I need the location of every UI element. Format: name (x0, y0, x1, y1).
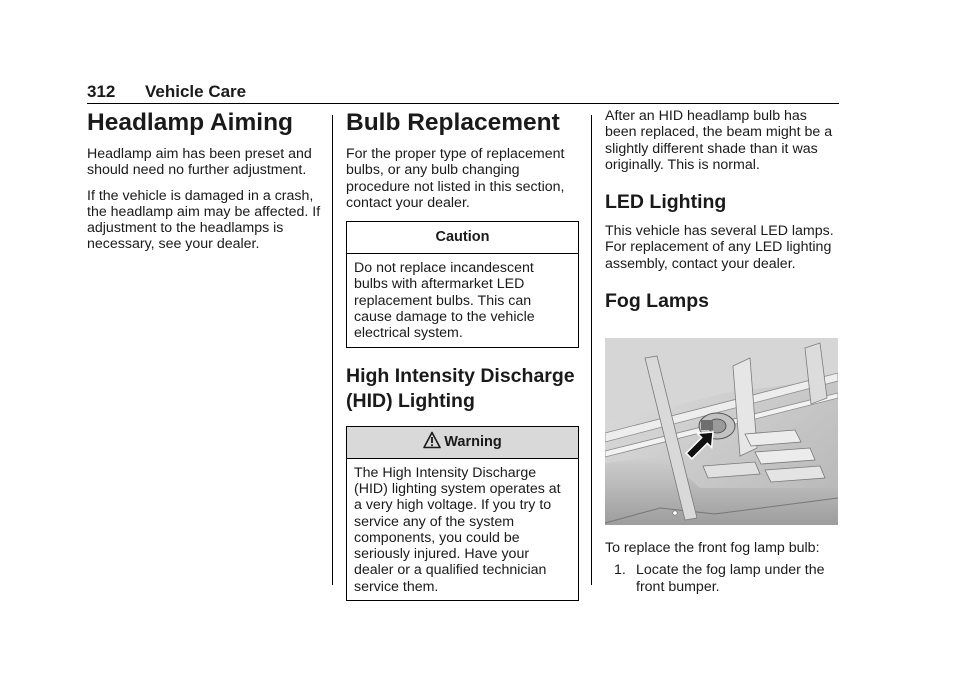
section-title: Vehicle Care (145, 82, 247, 101)
column-divider-1 (332, 115, 333, 585)
heading-hid-lighting: High Intensity Discharge (HID) Lighting (346, 364, 575, 412)
heading-headlamp-aiming: Headlamp Aiming (87, 109, 294, 136)
column-3 (605, 108, 841, 595)
caution-box (346, 221, 579, 347)
page-number: 312 (87, 82, 116, 101)
heading-bulb-replacement: Bulb Replacement (346, 109, 560, 136)
column-2 (346, 108, 579, 601)
heading-led-lighting: LED Lighting (605, 191, 727, 214)
figure-caption: To replace the front fog lamp bulb: (605, 540, 820, 557)
step-text: Locate the fog lamp under the front bumper. (636, 562, 825, 595)
paragraph: This vehicle has several LED lamps. For replacement of any LED lighting assembly, contact your dealer. (605, 223, 834, 272)
column-1 (87, 108, 323, 262)
caution-label: Caution (347, 222, 578, 254)
step-1 (614, 562, 841, 595)
paragraph: For the proper type of replacement bulbs, or any bulb changing procedure not listed in this section, contact your dealer. (346, 146, 565, 211)
step-number: 1. (614, 562, 626, 579)
warning-label: Warning (444, 433, 502, 450)
paragraph: Headlamp aim has been preset and should need no further adjustment. (87, 146, 312, 179)
paragraph: After an HID headlamp bulb has been replaced, the beam might be a slightly different shade than it was originally. This is normal. (605, 108, 833, 173)
fog-lamp-illustration (605, 338, 838, 525)
caution-text: Do not replace incandescent bulbs with aftermarket LED replacement bulbs. This can cause damage to the vehicle electrical system. (354, 260, 535, 342)
warning-triangle-icon (423, 430, 441, 461)
column-divider-2 (591, 115, 592, 585)
warning-box (346, 426, 579, 601)
paragraph: If the vehicle is damaged in a crash, the headlamp aim may be affected. If adjustment to the headlamps is necessary, see your dealer. (87, 187, 321, 253)
page-header (87, 82, 839, 104)
header-rule (87, 103, 839, 104)
warning-header (347, 427, 578, 459)
warning-text: The High Intensity Discharge (HID) lighting system operates at a very high voltage. If you try to service any of the system components, you could be seriously injured. Have your dealer or a qualified technician service them. (354, 464, 561, 595)
heading-fog-lamps: Fog Lamps (605, 290, 710, 313)
